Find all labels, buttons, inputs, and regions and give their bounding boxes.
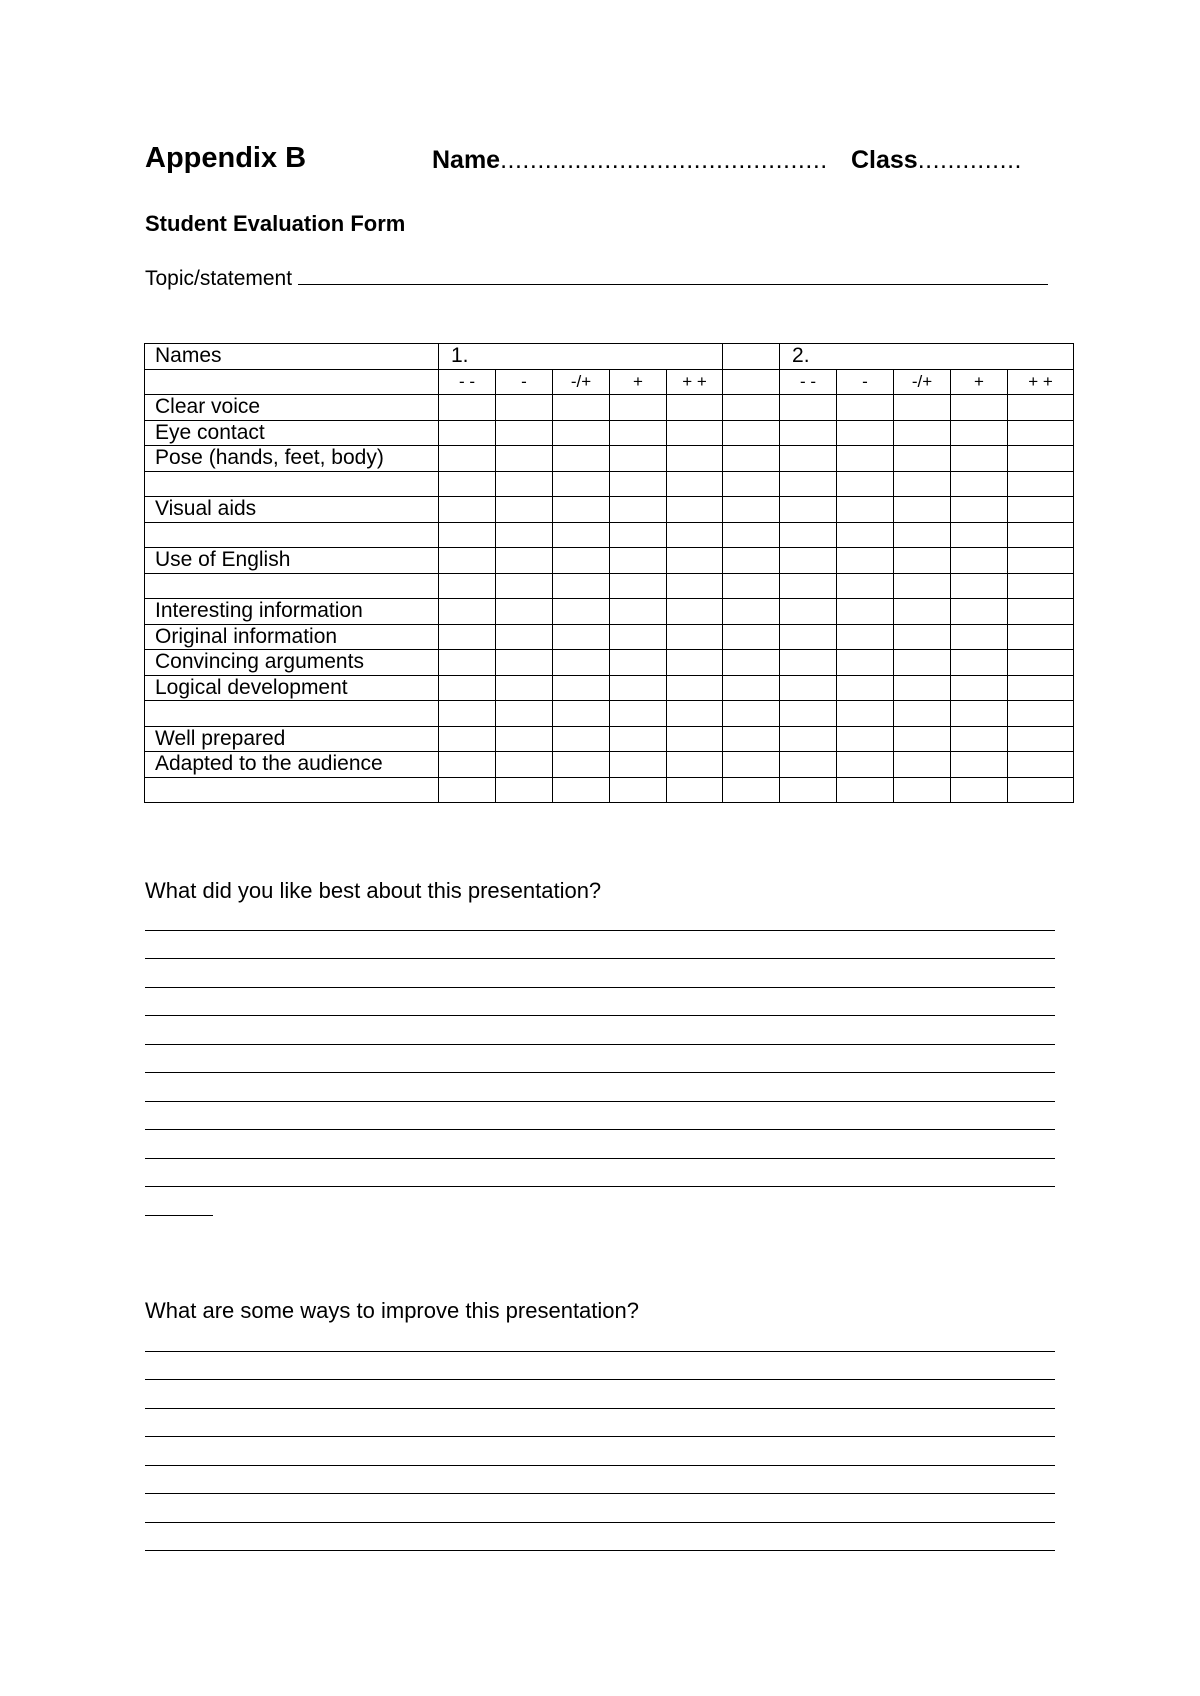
rating-cell[interactable] [837, 701, 894, 727]
criterion-label: Logical development [145, 675, 439, 701]
rating-cell[interactable] [553, 701, 610, 727]
scale-label: + + [1008, 369, 1074, 395]
rating-cell[interactable] [553, 675, 610, 701]
rating-cell[interactable] [780, 726, 837, 752]
rating-cell[interactable] [496, 701, 553, 727]
rating-cell[interactable] [951, 752, 1008, 778]
criterion-row [145, 573, 1074, 599]
topic-row [145, 265, 1048, 291]
criterion-label: Interesting information [145, 599, 439, 625]
name-label: Name [432, 146, 501, 174]
criterion-label: Eye contact [145, 420, 439, 446]
answer-line[interactable] [145, 1159, 1055, 1188]
rating-cell[interactable] [780, 624, 837, 650]
rating-cell[interactable] [553, 726, 610, 752]
rating-cell[interactable] [894, 446, 951, 472]
separator-cell [723, 548, 780, 574]
rating-cell[interactable] [780, 675, 837, 701]
rating-cell[interactable] [439, 522, 496, 548]
answer-line[interactable] [145, 1352, 1055, 1381]
rating-cell[interactable] [610, 650, 667, 676]
rating-cell[interactable] [496, 777, 553, 803]
rating-cell[interactable] [894, 395, 951, 421]
rating-cell[interactable] [439, 701, 496, 727]
separator-cell [723, 395, 780, 421]
scale-label: - [496, 369, 553, 395]
scale-label: -/+ [894, 369, 951, 395]
rating-cell[interactable] [553, 420, 610, 446]
rating-cell[interactable] [439, 573, 496, 599]
table-header-row [145, 344, 1074, 370]
criterion-label: Clear voice [145, 395, 439, 421]
rating-cell[interactable] [553, 548, 610, 574]
answer-line[interactable] [145, 1323, 1055, 1352]
scale-row [145, 369, 1074, 395]
name-dots: ............................................ [500, 146, 828, 174]
rating-cell[interactable] [1008, 446, 1074, 472]
rating-cell[interactable] [553, 573, 610, 599]
presenter-2-header[interactable]: 2. [780, 344, 1074, 370]
separator-cell [723, 624, 780, 650]
rating-cell[interactable] [667, 701, 723, 727]
rating-cell[interactable] [837, 522, 894, 548]
rating-cell[interactable] [610, 446, 667, 472]
appendix-title: Appendix B [145, 142, 307, 174]
rating-cell[interactable] [496, 420, 553, 446]
criterion-row [145, 701, 1074, 727]
rating-cell[interactable] [667, 471, 723, 497]
rating-cell[interactable] [610, 599, 667, 625]
scale-label: - - [780, 369, 837, 395]
answer-line[interactable] [145, 1437, 1055, 1466]
rating-cell[interactable] [553, 650, 610, 676]
rating-cell[interactable] [837, 726, 894, 752]
rating-cell[interactable] [667, 548, 723, 574]
rating-cell[interactable] [496, 471, 553, 497]
criterion-row [145, 726, 1074, 752]
rating-cell[interactable] [553, 777, 610, 803]
question-best-liked: What did you like best about this presentation? [145, 878, 602, 903]
rating-cell[interactable] [667, 395, 723, 421]
rating-cell[interactable] [439, 446, 496, 472]
rating-cell[interactable] [951, 726, 1008, 752]
rating-cell[interactable] [951, 471, 1008, 497]
rating-cell[interactable] [780, 548, 837, 574]
scale-label: + [951, 369, 1008, 395]
rating-cell[interactable] [894, 497, 951, 523]
answer-line[interactable] [145, 1494, 1055, 1523]
rating-cell[interactable] [894, 650, 951, 676]
rating-cell[interactable] [610, 701, 667, 727]
rating-cell[interactable] [837, 752, 894, 778]
separator-cell [723, 573, 780, 599]
rating-cell[interactable] [837, 650, 894, 676]
form-title: Student Evaluation Form [145, 211, 406, 236]
rating-cell[interactable] [1008, 471, 1074, 497]
rating-cell[interactable] [780, 446, 837, 472]
rating-cell[interactable] [610, 777, 667, 803]
criterion-label: Adapted to the audience [145, 752, 439, 778]
rating-cell[interactable] [439, 420, 496, 446]
names-header: Names [145, 344, 439, 370]
rating-cell[interactable] [610, 395, 667, 421]
answer-line[interactable] [145, 1073, 1055, 1102]
topic-label: Topic/statement [145, 267, 293, 290]
criterion-row [145, 471, 1074, 497]
criterion-row [145, 395, 1074, 421]
rating-cell[interactable] [951, 675, 1008, 701]
criterion-label [145, 701, 439, 727]
criterion-label: Original information [145, 624, 439, 650]
rating-cell[interactable] [951, 624, 1008, 650]
rating-cell[interactable] [667, 446, 723, 472]
rating-cell[interactable] [667, 497, 723, 523]
rating-cell[interactable] [667, 777, 723, 803]
rating-cell[interactable] [496, 599, 553, 625]
scale-label: + + [667, 369, 723, 395]
rating-cell[interactable] [780, 395, 837, 421]
answer-line[interactable] [145, 1380, 1055, 1409]
answer-line[interactable] [145, 959, 1055, 988]
rating-cell[interactable] [951, 548, 1008, 574]
rating-cell[interactable] [1008, 395, 1074, 421]
rating-cell[interactable] [496, 446, 553, 472]
rating-cell[interactable] [1008, 599, 1074, 625]
rating-cell[interactable] [951, 446, 1008, 472]
rating-cell[interactable] [837, 548, 894, 574]
separator-cell [723, 344, 780, 370]
answer-line[interactable] [145, 988, 1055, 1017]
rating-cell[interactable] [894, 624, 951, 650]
scale-label: -/+ [553, 369, 610, 395]
criterion-row [145, 522, 1074, 548]
rating-cell[interactable] [439, 497, 496, 523]
answer-line[interactable] [145, 1409, 1055, 1438]
criterion-row [145, 548, 1074, 574]
criterion-label: Use of English [145, 548, 439, 574]
topic-input-line[interactable] [298, 265, 1048, 285]
rating-cell[interactable] [951, 599, 1008, 625]
presenter-1-header[interactable]: 1. [439, 344, 723, 370]
rating-cell[interactable] [894, 573, 951, 599]
rating-cell[interactable] [496, 522, 553, 548]
rating-cell[interactable] [780, 701, 837, 727]
separator-cell [723, 650, 780, 676]
answer-line[interactable] [145, 902, 1055, 931]
separator-cell [723, 471, 780, 497]
rating-cell[interactable] [951, 650, 1008, 676]
rating-cell[interactable] [610, 471, 667, 497]
criterion-label: Pose (hands, feet, body) [145, 446, 439, 472]
rating-cell[interactable] [1008, 522, 1074, 548]
criterion-label: Convincing arguments [145, 650, 439, 676]
separator-cell [723, 675, 780, 701]
rating-cell[interactable] [553, 522, 610, 548]
rating-cell[interactable] [1008, 650, 1074, 676]
rating-cell[interactable] [496, 675, 553, 701]
rating-cell[interactable] [1008, 752, 1074, 778]
criterion-row [145, 752, 1074, 778]
rating-cell[interactable] [439, 752, 496, 778]
rating-cell[interactable] [837, 624, 894, 650]
rating-cell[interactable] [1008, 573, 1074, 599]
answer-line[interactable] [145, 1102, 1055, 1131]
answer-line[interactable] [145, 1466, 1055, 1495]
rating-cell[interactable] [439, 726, 496, 752]
criterion-label [145, 573, 439, 599]
rating-cell[interactable] [837, 446, 894, 472]
rating-cell[interactable] [496, 650, 553, 676]
rating-cell[interactable] [553, 752, 610, 778]
rating-cell[interactable] [951, 395, 1008, 421]
rating-cell[interactable] [780, 522, 837, 548]
rating-cell[interactable] [667, 675, 723, 701]
rating-cell[interactable] [894, 548, 951, 574]
rating-cell[interactable] [439, 650, 496, 676]
rating-cell[interactable] [667, 420, 723, 446]
criterion-row [145, 446, 1074, 472]
rating-cell[interactable] [894, 726, 951, 752]
separator-cell [723, 701, 780, 727]
rating-cell[interactable] [837, 395, 894, 421]
criterion-row [145, 650, 1074, 676]
rating-cell[interactable] [894, 752, 951, 778]
rating-cell[interactable] [1008, 777, 1074, 803]
rating-cell[interactable] [496, 497, 553, 523]
rating-cell[interactable] [951, 522, 1008, 548]
rating-cell[interactable] [667, 624, 723, 650]
rating-cell[interactable] [1008, 701, 1074, 727]
rating-cell[interactable] [439, 624, 496, 650]
rating-cell[interactable] [837, 777, 894, 803]
name-field[interactable] [432, 146, 828, 175]
rating-cell[interactable] [1008, 675, 1074, 701]
rating-cell[interactable] [610, 522, 667, 548]
answer-area-best-liked[interactable] [145, 902, 1055, 1216]
separator-cell [723, 497, 780, 523]
answer-line[interactable] [145, 1045, 1055, 1074]
answer-line[interactable] [145, 1187, 213, 1216]
rating-cell[interactable] [496, 395, 553, 421]
evaluation-table [144, 343, 1074, 803]
rating-cell[interactable] [837, 497, 894, 523]
rating-cell[interactable] [439, 777, 496, 803]
rating-cell[interactable] [837, 599, 894, 625]
rating-cell[interactable] [667, 573, 723, 599]
rating-cell[interactable] [496, 752, 553, 778]
criterion-label: Well prepared [145, 726, 439, 752]
separator-cell [723, 599, 780, 625]
criterion-row [145, 777, 1074, 803]
rating-cell[interactable] [780, 752, 837, 778]
rating-cell[interactable] [610, 624, 667, 650]
rating-cell[interactable] [951, 497, 1008, 523]
answer-line[interactable] [145, 1130, 1055, 1159]
scale-row-label [145, 369, 439, 395]
criterion-row [145, 624, 1074, 650]
separator-cell [723, 726, 780, 752]
rating-cell[interactable] [439, 548, 496, 574]
scale-label: - [837, 369, 894, 395]
class-dots: .............. [917, 146, 1022, 174]
rating-cell[interactable] [780, 471, 837, 497]
separator-cell [723, 369, 780, 395]
answer-area-improve[interactable] [145, 1323, 1055, 1551]
rating-cell[interactable] [780, 599, 837, 625]
rating-cell[interactable] [439, 471, 496, 497]
rating-cell[interactable] [667, 726, 723, 752]
rating-cell[interactable] [780, 420, 837, 446]
rating-cell[interactable] [439, 395, 496, 421]
separator-cell [723, 752, 780, 778]
separator-cell [723, 420, 780, 446]
rating-cell[interactable] [894, 701, 951, 727]
separator-cell [723, 446, 780, 472]
rating-cell[interactable] [667, 522, 723, 548]
criterion-row [145, 675, 1074, 701]
rating-cell[interactable] [610, 420, 667, 446]
rating-cell[interactable] [553, 497, 610, 523]
rating-cell[interactable] [780, 777, 837, 803]
rating-cell[interactable] [667, 650, 723, 676]
rating-cell[interactable] [553, 471, 610, 497]
scale-label: - - [439, 369, 496, 395]
rating-cell[interactable] [1008, 624, 1074, 650]
answer-line[interactable] [145, 931, 1055, 960]
criterion-label: Visual aids [145, 497, 439, 523]
rating-cell[interactable] [496, 726, 553, 752]
rating-cell[interactable] [894, 420, 951, 446]
criterion-label [145, 471, 439, 497]
rating-cell[interactable] [1008, 726, 1074, 752]
rating-cell[interactable] [894, 599, 951, 625]
scale-label: + [610, 369, 667, 395]
answer-line[interactable] [145, 1016, 1055, 1045]
rating-cell[interactable] [553, 624, 610, 650]
criterion-label [145, 777, 439, 803]
criterion-row [145, 497, 1074, 523]
answer-line[interactable] [145, 1523, 1055, 1552]
rating-cell[interactable] [553, 599, 610, 625]
class-field[interactable] [851, 146, 1022, 175]
question-improve: What are some ways to improve this presentation? [145, 1298, 640, 1323]
rating-cell[interactable] [553, 446, 610, 472]
rating-cell[interactable] [894, 777, 951, 803]
rating-cell[interactable] [439, 675, 496, 701]
rating-cell[interactable] [837, 420, 894, 446]
rating-cell[interactable] [951, 420, 1008, 446]
rating-cell[interactable] [951, 573, 1008, 599]
rating-cell[interactable] [780, 497, 837, 523]
rating-cell[interactable] [610, 497, 667, 523]
rating-cell[interactable] [894, 522, 951, 548]
criterion-row [145, 420, 1074, 446]
rating-cell[interactable] [837, 573, 894, 599]
separator-cell [723, 522, 780, 548]
rating-cell[interactable] [496, 548, 553, 574]
rating-cell[interactable] [610, 675, 667, 701]
rating-cell[interactable] [553, 395, 610, 421]
rating-cell[interactable] [610, 573, 667, 599]
rating-cell[interactable] [837, 471, 894, 497]
rating-cell[interactable] [951, 777, 1008, 803]
criterion-row [145, 599, 1074, 625]
rating-cell[interactable] [667, 599, 723, 625]
rating-cell[interactable] [439, 599, 496, 625]
separator-cell [723, 777, 780, 803]
rating-cell[interactable] [1008, 420, 1074, 446]
rating-cell[interactable] [667, 752, 723, 778]
rating-cell[interactable] [894, 471, 951, 497]
rating-cell[interactable] [610, 548, 667, 574]
rating-cell[interactable] [1008, 548, 1074, 574]
class-label: Class [851, 146, 918, 174]
rating-cell[interactable] [780, 650, 837, 676]
rating-cell[interactable] [837, 675, 894, 701]
criterion-label [145, 522, 439, 548]
rating-cell[interactable] [780, 573, 837, 599]
rating-cell[interactable] [894, 675, 951, 701]
rating-cell[interactable] [951, 701, 1008, 727]
rating-cell[interactable] [610, 726, 667, 752]
rating-cell[interactable] [610, 752, 667, 778]
rating-cell[interactable] [496, 573, 553, 599]
rating-cell[interactable] [1008, 497, 1074, 523]
rating-cell[interactable] [496, 624, 553, 650]
